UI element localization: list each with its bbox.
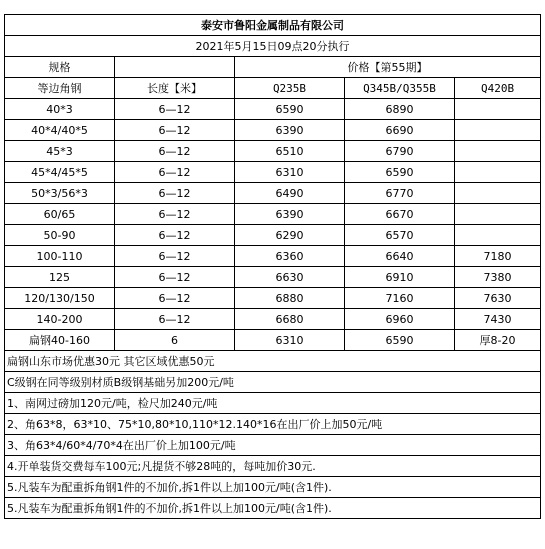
table-row xyxy=(5,225,541,246)
note-row xyxy=(5,372,541,393)
price-q235b-cell: 6680 xyxy=(235,309,345,330)
price-q345b-cell: 6670 xyxy=(345,204,455,225)
price-q420b-cell: 7180 xyxy=(455,246,541,267)
length-cell: 6—12 xyxy=(115,267,235,288)
length-cell: 6 xyxy=(115,330,235,351)
length-cell: 6—12 xyxy=(115,183,235,204)
note-row xyxy=(5,351,541,372)
price-q420b-cell: 7630 xyxy=(455,288,541,309)
price-q345b-cell: 6910 xyxy=(345,267,455,288)
price-sheet xyxy=(4,14,540,519)
table-row xyxy=(5,99,541,120)
price-q345b-cell: 6960 xyxy=(345,309,455,330)
price-q420b-cell: 7380 xyxy=(455,267,541,288)
price-q345b-cell: 6590 xyxy=(345,162,455,183)
price-q420b-cell xyxy=(455,120,541,141)
table-row xyxy=(5,204,541,225)
price-period-label: 价格【第55期】 xyxy=(235,57,541,78)
price-q420b-cell xyxy=(455,225,541,246)
price-q345b-cell: 7160 xyxy=(345,288,455,309)
spec-cell: 45*4/45*5 xyxy=(5,162,115,183)
price-q235b-cell: 6360 xyxy=(235,246,345,267)
table-row xyxy=(5,141,541,162)
note-row xyxy=(5,498,541,519)
price-q345b-cell: 6890 xyxy=(345,99,455,120)
price-q345b-cell: 6770 xyxy=(345,183,455,204)
price-q420b-cell xyxy=(455,162,541,183)
empty-header-cell xyxy=(115,57,235,78)
price-q420b-cell: 7430 xyxy=(455,309,541,330)
note-row xyxy=(5,477,541,498)
spec-cell: 50*3/56*3 xyxy=(5,183,115,204)
length-cell: 6—12 xyxy=(115,120,235,141)
price-q235b-cell: 6880 xyxy=(235,288,345,309)
spec-cell: 125 xyxy=(5,267,115,288)
note-text: 3、角63*4/60*4/70*4在出厂价上加100元/吨 xyxy=(5,435,541,456)
length-cell: 6—12 xyxy=(115,309,235,330)
price-q235b-cell: 6490 xyxy=(235,183,345,204)
price-q345b-cell: 6690 xyxy=(345,120,455,141)
length-cell: 6—12 xyxy=(115,288,235,309)
spec-cell: 45*3 xyxy=(5,141,115,162)
spec-cell: 60/65 xyxy=(5,204,115,225)
spec-cell: 100-110 xyxy=(5,246,115,267)
spec-cell: 50-90 xyxy=(5,225,115,246)
note-text: 1、南网过磅加120元/吨，检尺加240元/吨 xyxy=(5,393,541,414)
price-q235b-cell: 6390 xyxy=(235,204,345,225)
price-q235b-cell: 6630 xyxy=(235,267,345,288)
price-q345b-cell: 6790 xyxy=(345,141,455,162)
price-q345b-cell: 6640 xyxy=(345,246,455,267)
spec-cell: 扁钢40-160 xyxy=(5,330,115,351)
spec-label: 规格 xyxy=(5,57,115,78)
table-row xyxy=(5,309,541,330)
note-row xyxy=(5,393,541,414)
length-label: 长度【米】 xyxy=(115,78,235,99)
table-row xyxy=(5,330,541,351)
table-row xyxy=(5,267,541,288)
note-text: 4.开单装货交费每车100元;凡提货不够28吨的，每吨加价30元. xyxy=(5,456,541,477)
note-text: 5.凡装车为配重拆角钢1件的不加价,拆1件以上加100元/吨(含1件). xyxy=(5,477,541,498)
table-row xyxy=(5,183,541,204)
price-q420b-cell xyxy=(455,141,541,162)
note-row xyxy=(5,414,541,435)
price-q235b-cell: 6510 xyxy=(235,141,345,162)
note-text: 扁钢山东市场优惠30元 其它区域优惠50元 xyxy=(5,351,541,372)
effective-date: 2021年5月15日09点20分执行 xyxy=(5,36,541,57)
grade-q345b-q355b: Q345B/Q355B xyxy=(345,78,455,99)
price-q420b-cell xyxy=(455,183,541,204)
spec-cell: 40*3 xyxy=(5,99,115,120)
price-q345b-cell: 6570 xyxy=(345,225,455,246)
spec-cell: 120/130/150 xyxy=(5,288,115,309)
note-row xyxy=(5,435,541,456)
length-cell: 6—12 xyxy=(115,204,235,225)
grade-q420b: Q420B xyxy=(455,78,541,99)
table-row xyxy=(5,246,541,267)
table-row xyxy=(5,120,541,141)
price-q235b-cell: 6590 xyxy=(235,99,345,120)
price-q235b-cell: 6310 xyxy=(235,330,345,351)
product-label: 等边角钢 xyxy=(5,78,115,99)
length-cell: 6—12 xyxy=(115,141,235,162)
price-q235b-cell: 6390 xyxy=(235,120,345,141)
company-title: 泰安市鲁阳金属制品有限公司 xyxy=(5,15,541,36)
note-text: 5.凡装车为配重拆角钢1件的不加价,拆1件以上加100元/吨(含1件). xyxy=(5,498,541,519)
price-table xyxy=(4,14,541,519)
price-q235b-cell: 6310 xyxy=(235,162,345,183)
note-row xyxy=(5,456,541,477)
price-q235b-cell: 6290 xyxy=(235,225,345,246)
table-row xyxy=(5,288,541,309)
note-text: C级钢在同等级别材质B级钢基础另加200元/吨 xyxy=(5,372,541,393)
price-q420b-cell xyxy=(455,204,541,225)
length-cell: 6—12 xyxy=(115,162,235,183)
length-cell: 6—12 xyxy=(115,99,235,120)
price-q420b-cell xyxy=(455,99,541,120)
spec-cell: 40*4/40*5 xyxy=(5,120,115,141)
length-cell: 6—12 xyxy=(115,225,235,246)
spec-cell: 140-200 xyxy=(5,309,115,330)
grade-q235b: Q235B xyxy=(235,78,345,99)
table-row xyxy=(5,162,541,183)
price-q345b-cell: 6590 xyxy=(345,330,455,351)
note-text: 2、角63*8，63*10、75*10,80*10,110*12.140*16在出厂价上加50元/吨 xyxy=(5,414,541,435)
length-cell: 6—12 xyxy=(115,246,235,267)
price-q420b-cell: 厚8-20 xyxy=(455,330,541,351)
